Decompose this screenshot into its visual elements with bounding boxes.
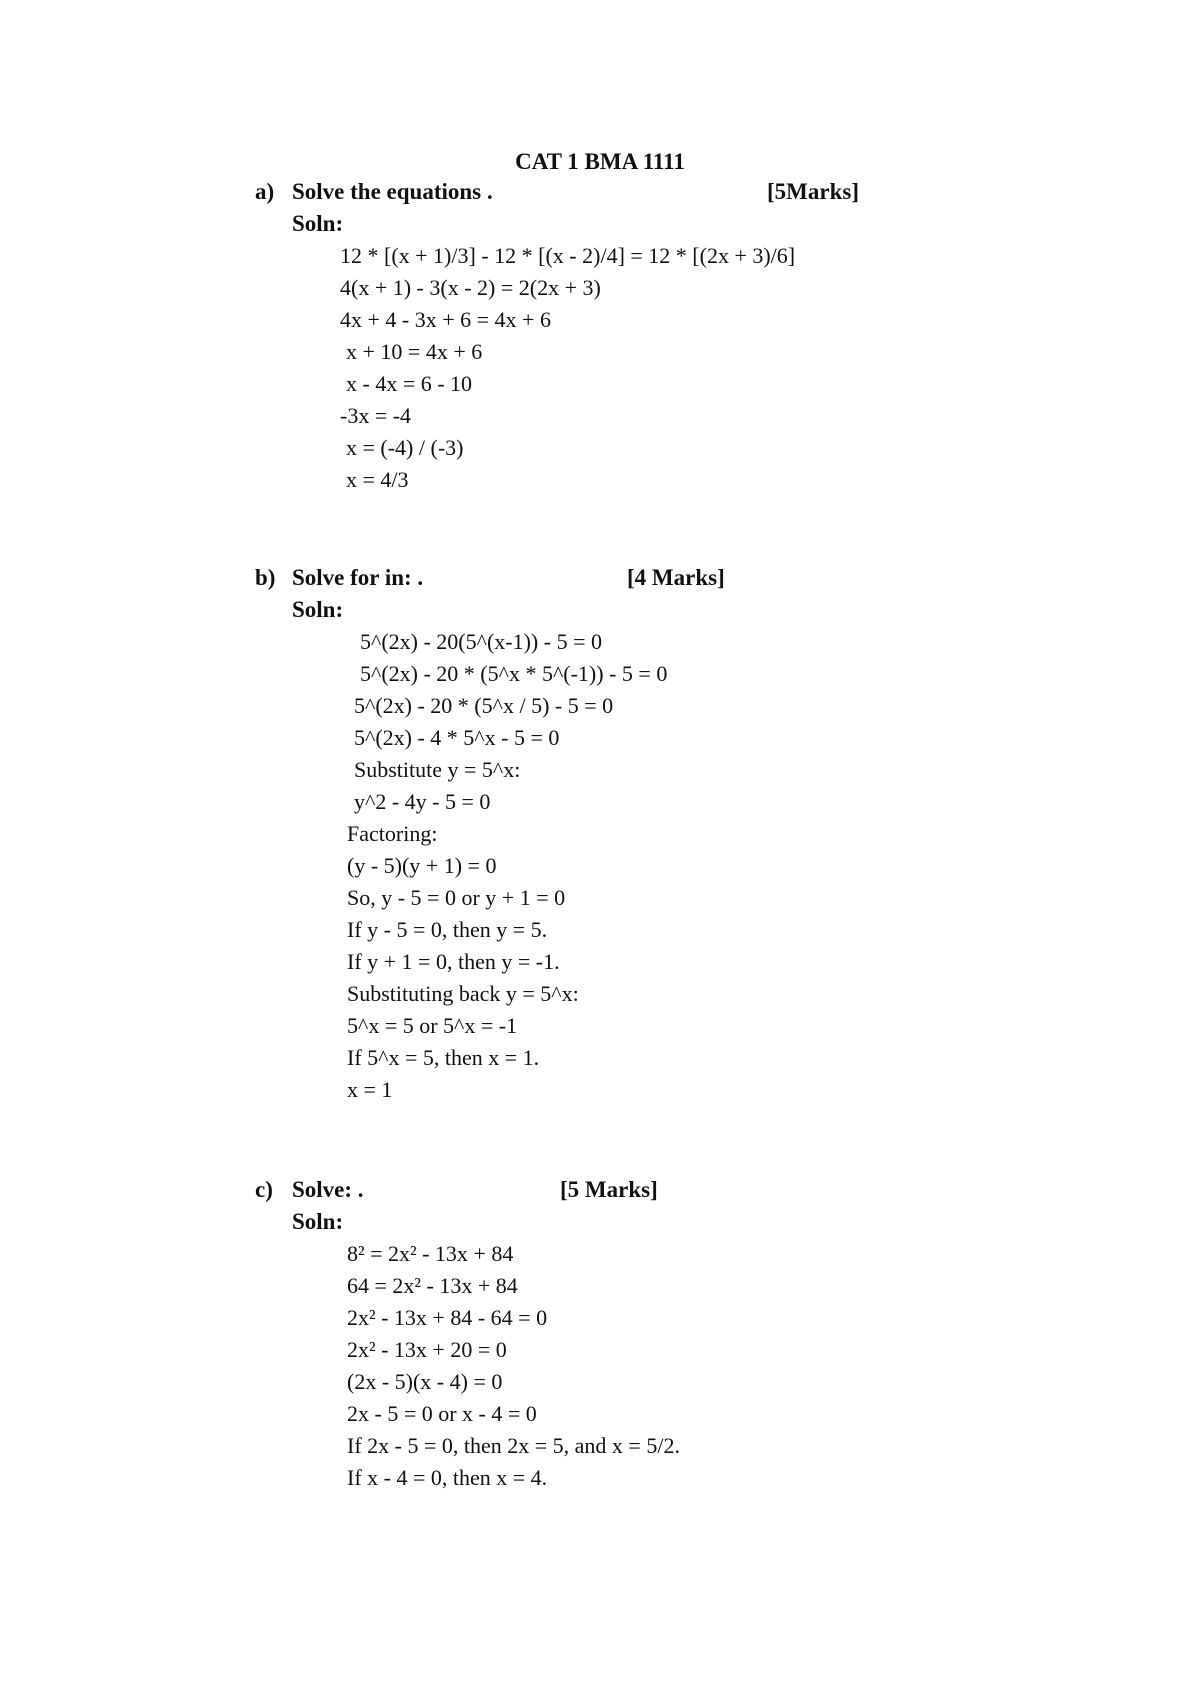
question-b-header: [255, 563, 775, 593]
question-c-line: 64 = 2x² - 13x + 84: [347, 1273, 518, 1298]
question-b-line: Substituting back y = 5^x:: [347, 981, 579, 1006]
question-b-line: 5^x = 5 or 5^x = -1: [347, 1013, 518, 1038]
question-c-line: If x - 4 = 0, then x = 4.: [347, 1465, 548, 1490]
question-c-line: 8² = 2x² - 13x + 84: [347, 1241, 514, 1266]
question-a-marks: [5Marks]: [767, 179, 859, 204]
question-b-line: 5^(2x) - 20 * (5^x * 5^(-1)) - 5 = 0: [360, 661, 668, 686]
question-b-line: 5^(2x) - 20 * (5^x / 5) - 5 = 0: [354, 693, 614, 718]
question-a-line: x - 4x = 6 - 10: [346, 371, 473, 396]
question-a-line: x = (-4) / (-3): [346, 435, 464, 460]
question-c-line: (2x - 5)(x - 4) = 0: [347, 1369, 503, 1394]
question-b-line: Substitute y = 5^x:: [354, 757, 521, 782]
question-b-soln-label: Soln:: [292, 597, 344, 622]
question-b-line: Factoring:: [347, 821, 438, 846]
page-title: CAT 1 BMA 1111: [515, 149, 685, 174]
question-a-soln-label: Soln:: [292, 211, 344, 236]
question-b-line: If 5^x = 5, then x = 1.: [347, 1045, 540, 1070]
question-b-line: (y - 5)(y + 1) = 0: [347, 853, 497, 878]
question-c-line: 2x² - 13x + 84 - 64 = 0: [347, 1305, 548, 1330]
question-c-line: 2x² - 13x + 20 = 0: [347, 1337, 507, 1362]
question-a-letter: a): [255, 179, 275, 204]
question-b-line: If y - 5 = 0, then y = 5.: [347, 917, 548, 942]
question-b-line: y^2 - 4y - 5 = 0: [354, 789, 491, 814]
question-b-line: So, y - 5 = 0 or y + 1 = 0: [347, 885, 566, 910]
question-b-marks: [4 Marks]: [627, 565, 725, 590]
question-b-line: 5^(2x) - 20(5^(x-1)) - 5 = 0: [360, 629, 602, 654]
question-b-text: Solve for in: .: [292, 565, 424, 590]
question-a-line: 4(x + 1) - 3(x - 2) = 2(2x + 3): [340, 275, 601, 300]
question-c-marks: [5 Marks]: [560, 1177, 658, 1202]
question-c-soln-label: Soln:: [292, 1209, 344, 1234]
question-a-text: Solve the equations .: [292, 179, 493, 204]
question-b-line: If y + 1 = 0, then y = -1.: [347, 949, 560, 974]
question-c-line: 2x - 5 = 0 or x - 4 = 0: [347, 1401, 537, 1426]
question-b-letter: b): [255, 565, 276, 590]
question-a-header: [255, 177, 875, 207]
question-c-line: If 2x - 5 = 0, then 2x = 5, and x = 5/2.: [347, 1433, 680, 1458]
question-b-line: 5^(2x) - 4 * 5^x - 5 = 0: [354, 725, 560, 750]
question-a-line: x + 10 = 4x + 6: [346, 339, 483, 364]
question-a-line: 12 * [(x + 1)/3] - 12 * [(x - 2)/4] = 12 * [(2x + 3)/6]: [340, 243, 796, 268]
question-a-line: x = 4/3: [346, 467, 409, 492]
question-a-line: 4x + 4 - 3x + 6 = 4x + 6: [340, 307, 551, 332]
question-a-line: -3x = -4: [340, 403, 412, 428]
question-c-letter: c): [255, 1177, 273, 1202]
question-c-header: [255, 1175, 715, 1205]
question-c-text: Solve: .: [292, 1177, 364, 1202]
question-b-line: x = 1: [347, 1077, 393, 1102]
